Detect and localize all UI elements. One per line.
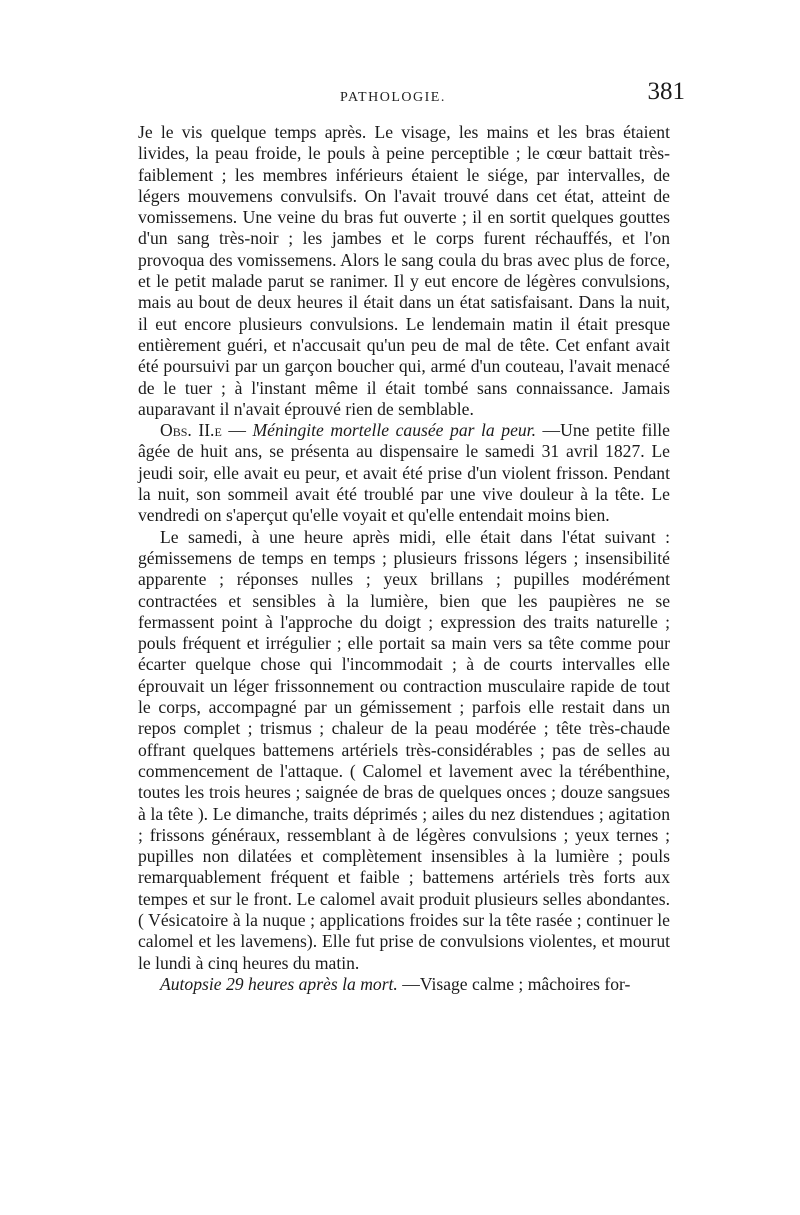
- paragraph-observation-2: [138, 420, 670, 526]
- paragraph-autopsy: [138, 974, 670, 995]
- observation-label: Obs. II.e —: [160, 420, 246, 441]
- page-number: 381: [647, 78, 685, 105]
- observation-title: Méningite mortelle causée par la peur.: [252, 420, 536, 441]
- paragraph-text: Le samedi, à une heure après midi, elle était dans l'état suivant : gémissemens de temps en temps ; plusieurs frissons légers ; insensibilité apparente ; réponses nulles ; yeux brillans ; pupilles modérément contractées et sensibles à la lumière, bien que les paupières ne se fermassent point à l'approche du doigt ; expression des traits naturelle ; pouls fréquent et irrégulier ; elle portait sa main vers sa tête comme pour écarter quelque chose qui l'incommodait ; à de courts intervalles elle éprouvait un léger frissonnement ou contraction musculaire rapide de tout le corps, accompagné par un gémissement ; parfois elle restait dans un repos complet ; trismus ; chaleur de la peau modérée ; tête très-chaude offrant quelques battemens artériels très-considérables ; pas de selles au commencement de l'attaque. ( Calomel et lavement avec la térébenthine, toutes les trois heures ; saignée de bras de quelques onces ; douze sangsues à la tête ). Le dimanche, traits déprimés ; ailes du nez distendues ; agitation ; frissons généraux, ressemblant à de légères convulsions ; yeux ternes ; pupilles non dilatées et complètement insensibles à la lumière ; pouls remarquablement fréquent et faible ; battemens artériels très forts aux tempes et sur le front. Le calomel avait produit plusieurs selles abondantes. ( Vésicatoire à la nuque ; applications froides sur la tête rasée ; continuer le calomel et les lavemens). Elle fut prise de convulsions violentes, et mourut le lundi à cinq heures du matin.: [138, 526, 670, 973]
- paragraph-text: —Une petite fille âgée de huit ans, se présenta au dispensaire le samedi 31 avril 1827. Le jeudi soir, elle avait eu peur, et avait été prise d'un violent frisson. Pendant la nuit, son sommeil avait été troublé par une vive douleur à la tête. Le vendredi on s'aperçut qu'elle voyait et qu'elle entendait moins bien.: [138, 420, 670, 526]
- autopsy-title: Autopsie 29 heures après la mort.: [160, 973, 398, 994]
- body-text: [138, 122, 670, 995]
- running-title: PATHOLOGIE.: [340, 90, 446, 105]
- paragraph-text: —Visage calme ; mâchoires for-: [397, 973, 631, 994]
- paragraph-continuation: [138, 122, 670, 420]
- paragraph-text: Je le vis quelque temps après. Le visage, les mains et les bras étaient livides, la peau froide, le pouls à peine perceptible ; le cœur battait très-faiblement ; les membres inférieurs étaient le siége, par intervalles, de légers mouvemens convulsifs. On l'avait trouvé dans cet état, atteint de vomissemens. Une veine du bras fut ouverte ; il en sortit quelques gouttes d'un sang très-noir ; les jambes et le corps furent réchauffés, et l'on provoqua des vomissemens. Alors le sang coula du bras avec plus de force, et le petit malade parut se ranimer. Il y eut encore de légères convulsions, mais au bout de deux heures il était dans un état satisfaisant. Dans la nuit, il eut encore plusieurs convulsions. Le lendemain matin il était presque entièrement guéri, et n'accusait qu'un peu de mal de tête. Cet enfant avait été poursuivi par un garçon boucher qui, armé d'un couteau, l'avait menacé de le tuer ; à l'instant même il était tombé sans connaissance. Jamais auparavant il n'avait éprouvé rien de semblable.: [138, 122, 670, 419]
- paragraph-symptoms: [138, 527, 670, 974]
